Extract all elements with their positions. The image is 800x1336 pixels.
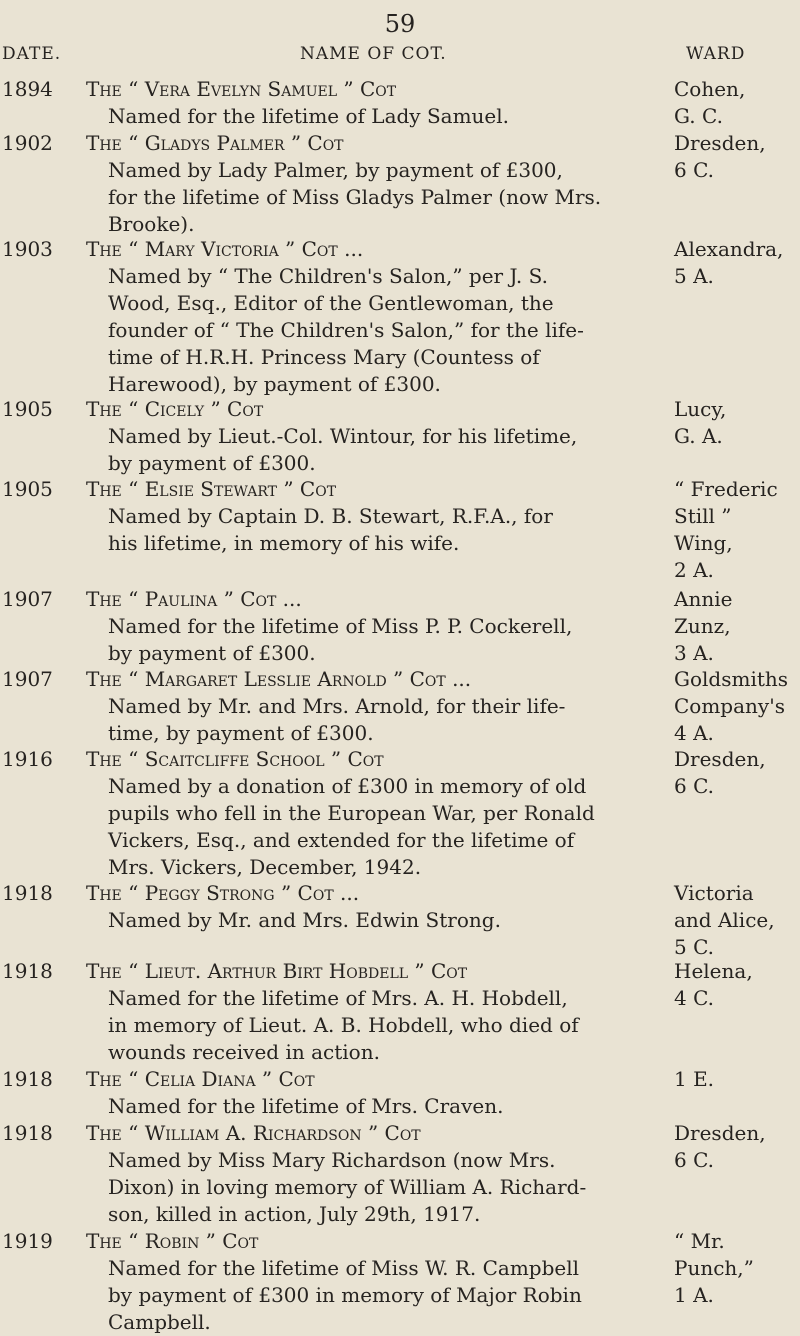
entry-description — [86, 130, 676, 238]
entry-description-line: Dixon) in loving memory of William A. Richard- — [108, 1175, 587, 1199]
ward-line: Annie — [674, 587, 733, 611]
entry-ward — [674, 1228, 800, 1309]
entry-description — [86, 746, 676, 881]
entry-description-line: Mrs. Vickers, December, 1942. — [108, 855, 422, 879]
entry-ward — [674, 1066, 800, 1093]
ward-line: and Alice, — [674, 908, 775, 932]
entry-year: 1918 — [2, 1121, 53, 1145]
entry-description-line: Wood, Esq., Editor of the Gentlewoman, the — [108, 291, 554, 315]
ward-line: 4 C. — [674, 986, 715, 1010]
ward-line: Still ” — [674, 504, 732, 528]
entry-year: 1902 — [2, 131, 53, 155]
entry-year: 1916 — [2, 747, 53, 771]
cot-name: The “ Cicely ” Cot — [86, 397, 264, 421]
entry-description — [86, 76, 676, 130]
ward-line: 1 A. — [674, 1283, 714, 1307]
entry-year: 1905 — [2, 477, 53, 501]
ward-line: “ Frederic — [674, 477, 778, 501]
entry-year: 1905 — [2, 397, 53, 421]
entry-description-line: Named for the lifetime of Miss W. R. Campbell — [108, 1256, 580, 1280]
ward-line: Goldsmiths — [674, 667, 789, 691]
ward-line: 4 A. — [674, 721, 714, 745]
entry-description-line: pupils who fell in the European War, per Ronald — [108, 801, 595, 825]
ward-line: Cohen, — [674, 77, 746, 101]
ward-line: 6 C. — [674, 774, 715, 798]
ward-line: Lucy, — [674, 397, 727, 421]
entry-description — [86, 1120, 676, 1228]
entry-description-line: time, by payment of £300. — [108, 721, 374, 745]
cot-name: The “ Peggy Strong ” Cot ... — [86, 881, 360, 905]
page-number: 59 — [384, 10, 416, 38]
ward-line: Wing, — [674, 531, 733, 555]
entry-ward — [674, 130, 800, 184]
entry-description-line: Named by Mr. and Mrs. Arnold, for their life- — [108, 694, 566, 718]
entry-description-line: Named by a donation of £300 in memory of old — [108, 774, 587, 798]
cot-name: The “ Elsie Stewart ” Cot — [86, 477, 337, 501]
ward-line: “ Mr. — [674, 1229, 725, 1253]
entry-description-line: Named by Miss Mary Richardson (now Mrs. — [108, 1148, 556, 1172]
entry-description-line: founder of “ The Children's Salon,” for the life- — [108, 318, 584, 342]
ward-line: 1 E. — [674, 1067, 715, 1091]
entry-description-line: time of H.R.H. Princess Mary (Countess of — [108, 345, 540, 369]
entry-ward — [674, 1120, 800, 1174]
entry-description — [86, 1066, 676, 1120]
ward-line: 5 A. — [674, 264, 714, 288]
ward-column-header: WARD — [686, 44, 746, 64]
entry-ward — [674, 396, 800, 450]
entry-description — [86, 880, 676, 934]
entry-description-line: Named by Captain D. B. Stewart, R.F.A., for — [108, 504, 553, 528]
ward-line: 3 A. — [674, 641, 714, 665]
entry-description-line: Named by “ The Children's Salon,” per J. S. — [108, 264, 548, 288]
entry-description-line: by payment of £300. — [108, 451, 316, 475]
entry-ward — [674, 666, 800, 747]
entry-year: 1918 — [2, 881, 53, 905]
entry-description-line: Harewood), by payment of £300. — [108, 372, 441, 396]
entry-year: 1907 — [2, 587, 53, 611]
cot-name: The “ William A. Richardson ” Cot — [86, 1121, 421, 1145]
entry-year: 1918 — [2, 959, 53, 983]
entry-ward — [674, 236, 800, 290]
ward-line: G. A. — [674, 424, 723, 448]
ward-line: 6 C. — [674, 158, 715, 182]
entry-description — [86, 666, 676, 747]
entry-ward — [674, 476, 800, 584]
entry-description — [86, 236, 676, 398]
entry-description-line: in memory of Lieut. A. B. Hobdell, who died of — [108, 1013, 579, 1037]
ward-line: Helena, — [674, 959, 753, 983]
cot-name: The “ Paulina ” Cot ... — [86, 587, 302, 611]
entry-year: 1903 — [2, 237, 53, 261]
ward-line: Dresden, — [674, 131, 766, 155]
ward-line: Dresden, — [674, 747, 766, 771]
cot-name: The “ Robin ” Cot — [86, 1229, 259, 1253]
entry-description — [86, 586, 676, 667]
entry-ward — [674, 958, 800, 1012]
ward-line: Punch,” — [674, 1256, 754, 1280]
cot-name: The “ Margaret Lesslie Arnold ” Cot ... — [86, 667, 472, 691]
entry-description — [86, 396, 676, 477]
entry-description — [86, 1228, 676, 1336]
entry-description-line: by payment of £300 in memory of Major Robin — [108, 1283, 582, 1307]
entry-description-line: his lifetime, in memory of his wife. — [108, 531, 460, 555]
cot-name: The “ Vera Evelyn Samuel ” Cot — [86, 77, 397, 101]
ward-line: Zunz, — [674, 614, 731, 638]
entry-year: 1894 — [2, 77, 53, 101]
entry-ward — [674, 586, 800, 667]
cot-name: The “ Scaitcliffe School ” Cot — [86, 747, 384, 771]
entry-description-line: Named for the lifetime of Mrs. A. H. Hobdell, — [108, 986, 568, 1010]
cot-name: The “ Celia Diana ” Cot — [86, 1067, 315, 1091]
ward-line: Alexandra, — [674, 237, 784, 261]
ward-line: 5 C. — [674, 935, 715, 959]
entry-description-line: Named by Lady Palmer, by payment of £300, — [108, 158, 563, 182]
entry-description-line: Named by Mr. and Mrs. Edwin Strong. — [108, 908, 501, 932]
entry-description — [86, 958, 676, 1066]
entry-ward — [674, 746, 800, 800]
cot-name: The “ Gladys Palmer ” Cot — [86, 131, 344, 155]
entry-description-line: wounds received in action. — [108, 1040, 380, 1064]
date-column-header: DATE. — [2, 44, 62, 64]
entry-ward — [674, 76, 800, 130]
cot-name: The “ Mary Victoria ” Cot ... — [86, 237, 364, 261]
entry-year: 1918 — [2, 1067, 53, 1091]
cot-name: The “ Lieut. Arthur Birt Hobdell ” Cot — [86, 959, 468, 983]
ward-line: Victoria — [674, 881, 754, 905]
entry-description-line: by payment of £300. — [108, 641, 316, 665]
entry-year: 1907 — [2, 667, 53, 691]
ward-line: 6 C. — [674, 1148, 715, 1172]
ward-line: Dresden, — [674, 1121, 766, 1145]
name-column-header: NAME OF COT. — [300, 44, 447, 64]
entry-description-line: Brooke). — [108, 212, 195, 236]
entry-description-line: Named for the lifetime of Lady Samuel. — [108, 104, 510, 128]
entry-description-line: Vickers, Esq., and extended for the lifetime of — [108, 828, 575, 852]
ward-line: Company's — [674, 694, 785, 718]
entry-description-line: Named for the lifetime of Mrs. Craven. — [108, 1094, 504, 1118]
entry-year: 1919 — [2, 1229, 53, 1253]
entry-description-line: Named for the lifetime of Miss P. P. Cockerell, — [108, 614, 573, 638]
entry-description-line: Campbell. — [108, 1310, 211, 1334]
entry-description — [86, 476, 676, 557]
entry-description-line: son, killed in action, July 29th, 1917. — [108, 1202, 481, 1226]
ward-line: 2 A. — [674, 558, 714, 582]
ward-line: G. C. — [674, 104, 723, 128]
entry-ward — [674, 880, 800, 961]
entry-description-line: for the lifetime of Miss Gladys Palmer (now Mrs. — [108, 185, 602, 209]
entry-description-line: Named by Lieut.-Col. Wintour, for his lifetime, — [108, 424, 578, 448]
